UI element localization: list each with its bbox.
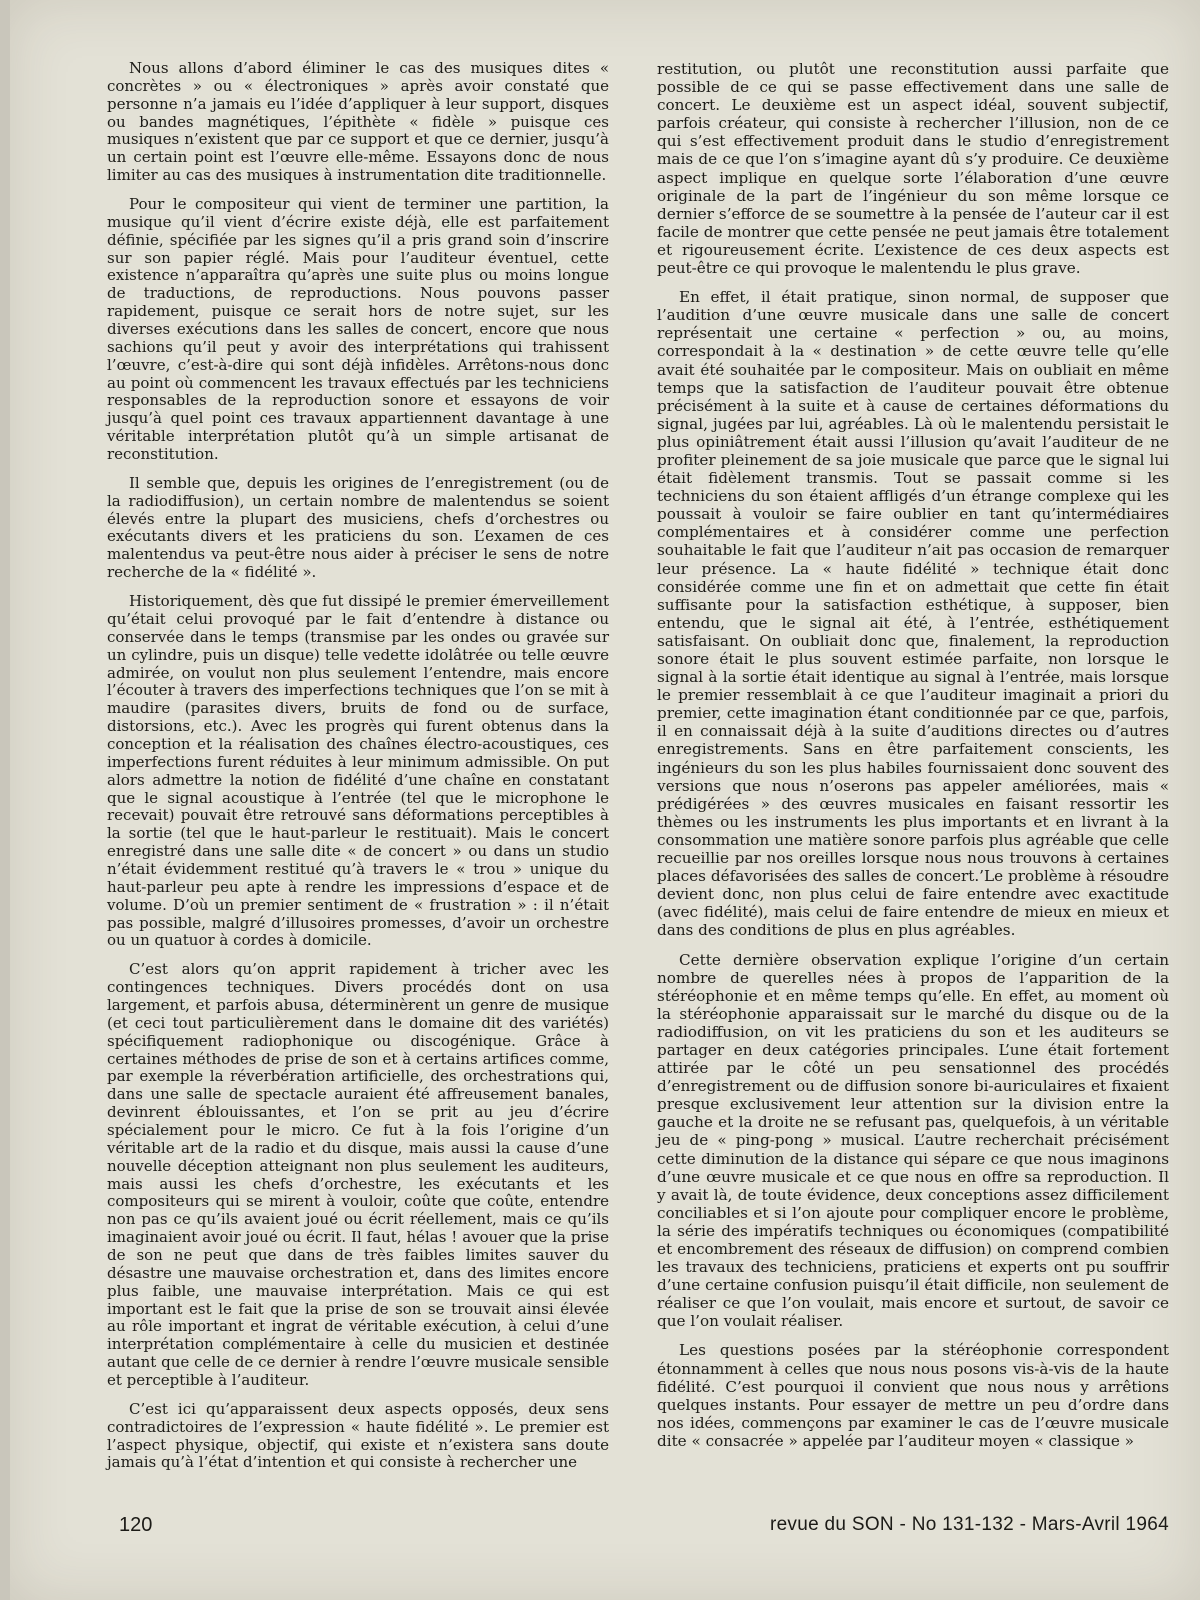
paragraph: Les questions posées par la stéréophonie correspondent étonnamment à celles que nous nous posons vis-à-vis de la haute fidélité. C’est pourquoi il convient que nous nous y arrêtions quelques instants. Pour essayer de mettre un peu d’ordre dans nos idées, commençons par examiner le cas de l’œuvre musicale dite « consacrée » appelée par l’auditeur moyen « classique »	[657, 1341, 1169, 1450]
left-column	[107, 60, 609, 1483]
page-number: 120	[119, 1514, 153, 1536]
magazine-page	[10, 0, 1200, 1600]
running-title: revue du SON - No 131-132 - Mars-Avril 1964	[769, 1514, 1169, 1535]
paragraph: Historiquement, dès que fut dissipé le premier émerveillement qu’était celui provoqué par le fait d’entendre à distance ou conservée dans le temps (transmise par les ondes ou gravée sur un cylindre, puis un disque) telle vedette idolâtrée ou telle œuvre admirée, on voulut non plus seulement l’entendre, mais encore l’écouter à travers des imperfections techniques que l’on se mit à maudire (parasites divers, bruits de fond ou de surface, distorsions, etc.). Avec les progrès qui furent obtenus dans la conception et la réalisation des chaînes électro-acoustiques, ces imperfections furent réduites à leur minimum admissible. On put alors admettre la notion de fidélité d’une chaîne en constatant que le signal acoustique à l’entrée (tel que le microphone le recevait) pouvait être retrouvé sans déformations perceptibles à la sortie (tel que le haut-parleur le restituait). Mais le concert enregistré dans une salle dite « de concert » ou dans un studio n’était évidemment restitué qu’à travers le « trou » unique du haut-parleur peu apte à rendre les impressions d’espace et de volume. D’où un premier sentiment de « frustration » : il n’était pas possible, malgré d’illusoires promesses, d’avoir un orchestre ou un quatuor à cordes à domicile.	[107, 592, 609, 950]
right-column	[657, 60, 1169, 1461]
page-footer	[107, 1514, 1169, 1544]
paragraph: En effet, il était pratique, sinon normal, de supposer que l’audition d’une œuvre musicale dans une salle de concert représentait une certaine « perfection » ou, au moins, correspondait à la « destination » de cette œuvre telle qu’elle avait été souhaitée par le compositeur. Mais on oubliait en même temps que la satisfaction de l’auditeur pouvait être obtenue précisément à la suite et à cause de certaines déformations du signal, jugées par lui, agréables. Là où le malentendu persistait le plus opiniâtrement était aussi l’illusion qu’avait l’auditeur de ne profiter pleinement de sa joie musicale que parce que le signal lui était fidèlement transmis. Tout se passait comme si les techniciens du son étaient affligés d’un étrange complexe qui les poussait à vouloir se faire oublier en tant qu’intermédiaires complémentaires et à considérer comme une perfection souhaitable le fait que l’auditeur n’ait pas occasion de remarquer leur présence. La « haute fidélité » technique était donc considérée comme une fin et on admettait que cette fin était suffisante pour la satisfaction esthétique, à supposer, bien entendu, que le signal ait été, à l’entrée, esthétiquement satisfaisant. On oubliait donc que, finalement, la reproduction sonore était le plus souvent estimée parfaite, non lorsque le signal à la sortie était identique au signal à l’entrée, mais lorsque le premier ressemblait à ce que l’auditeur imaginait a priori du premier, cette imagination étant conditionnée par ce que, parfois, il en connaissait déjà à la suite d’auditions directes ou d’autres enregistrements. Sans en être parfaitement conscients, les ingénieurs du son les plus habiles fournissaient donc souvent des versions que nous n’oserons pas appeler améliorées, mais « prédigérées » des œuvres musicales en faisant ressortir les thèmes ou les instruments les plus importants et en livrant à la consommation une matière sonore parfois plus agréable que celle recueillie par nos oreilles lorsque nous nous trouvons à certaines places défavorisées des salles de concert.’Le problème à résoudre devient donc, non plus celui de faire entendre avec exactitude (avec fidélité), mais celui de faire entendre de mieux en mieux et dans des conditions de plus en plus agréables.	[657, 288, 1169, 940]
paragraph: Nous allons d’abord éliminer le cas des musiques dites « concrètes » ou « électroniques » après avoir constaté que personne n’a jamais eu l’idée d’appliquer à leur support, disques ou bandes magnétiques, l’épithète « fidèle » puisque ces musiques n’existent que par ce support et que ce dernier, jusqu’à un certain point est l’œuvre elle-même. Essayons donc de nous limiter au cas des musiques à instrumentation dite traditionnelle.	[107, 59, 609, 185]
paragraph-continued: restitution, ou plutôt une reconstitution aussi parfaite que possible de ce qui se passe effectivement dans une salle de concert. Le deuxième est un aspect idéal, souvent subjectif, parfois créateur, qui consiste à rechercher l’illusion, non de ce qui s’est effectivement produit dans le studio d’enregistrement mais de ce que l’on s’imagine ayant dû s’y produire. Ce deuxième aspect implique en quelque sorte l’élaboration d’une œuvre originale de la part de l’ingénieur du son même lorsque ce dernier s’efforce de se soumettre à la pensée de l’auteur car il est facile de montrer que cette pensée ne peut jamais être totalement et rigoureusement écrite. L’existence de ces deux aspects est peut-être ce qui provoque le malentendu le plus grave.	[657, 60, 1169, 278]
paragraph: C’est alors qu’on apprit rapidement à tricher avec les contingences techniques. Divers procédés dont on usa largement, et parfois abusa, déterminèrent un genre de musique (et ceci tout particulièrement dans le domaine dit des variétés) spécifiquement radiophonique ou discogénique. Grâce à certaines méthodes de prise de son et à certains artifices comme, par exemple la réverbération artificielle, des orchestrations qui, dans une salle de spectacle auraient été affreusement banales, devinrent éblouissantes, et l’on se prit au jeu d’écrire spécialement pour le micro. Ce fut à la fois l’origine d’un véritable art de la radio et du disque, mais aussi la cause d’une nouvelle déception atteignant non plus seulement les auditeurs, mais aussi les chefs d’orchestre, les exécutants et les compositeurs qui se mirent à vouloir, coûte que coûte, entendre non pas ce qu’ils avaient joué ou écrit réellement, mais ce qu’ils imaginaient avoir joué ou écrit. Il faut, hélas ! avouer que la prise de son ne peut que dans de très faibles limites sauver du désastre une mauvaise orchestration et, dans des limites encore plus faible, une mauvaise interprétation. Mais ce qui est important est le fait que la prise de son se trouvait ainsi élevée au rôle important et ingrat de véritable exécution, à celui d’une interprétation complémentaire à celle du musicien et destinée autant que celle de ce dernier à rendre l’œuvre musicale sensible et perceptible à l’auditeur.	[107, 960, 609, 1390]
paragraph: Pour le compositeur qui vient de terminer une partition, la musique qu’il vient d’écrire existe déjà, elle est parfaitement définie, spécifiée par les signes qu’il a pris grand soin d’inscrire sur son papier réglé. Mais pour l’auditeur éventuel, cette existence n’apparaîtra qu’après une suite plus ou moins longue de traductions, de reproductions. Nous pouvons passer rapidement, puisque ce serait hors de notre sujet, sur les diverses exécutions dans les salles de concert, encore que nous sachions qu’il peut y avoir des interprétations qui trahissent l’œuvre, c’est-à-dire qui sont déjà infidèles. Arrêtons-nous donc au point où commencent les travaux effectués par les techniciens responsables de la reproduction sonore et essayons de voir jusqu’à quel point ces travaux appartiennent davantage à une véritable interprétation plutôt qu’à un simple artisanat de reconstitution.	[107, 195, 609, 464]
paragraph: Cette dernière observation explique l’origine d’un certain nombre de querelles nées à propos de l’apparition de la stéréophonie et en même temps qu’elle. En effet, au moment où la stéréophonie apparaissait sur le marché du disque ou de la radiodiffusion, on vit les praticiens du son et les auditeurs se partager en deux catégories principales. L’une était fortement attirée par le côté un peu sensationnel des procédés d’enregistrement ou de diffusion sonore bi-auriculaires et fixaient presque exclusivement leur attention sur la division entre la gauche et la droite ne se refusant pas, quelquefois, à un véritable jeu de « ping-pong » musical. L’autre recherchait précisément cette diminution de la distance qui sépare ce que nous imaginons d’une œuvre musicale et ce que nous en offre sa reproduction. Il y avait là, de toute évidence, deux conceptions assez difficilement conciliables et si l’on ajoute pour compliquer encore le problème, la série des impératifs techniques ou économiques (compatibilité et encombrement des réseaux de diffusion) on comprend combien les travaux des techniciens, praticiens et experts ont pu souffrir d’une certaine confusion puisqu’il était difficile, non seulement de réaliser ce que l’on voulait, mais encore et surtout, de savoir ce que l’on voulait réaliser.	[657, 950, 1169, 1331]
paragraph: C’est ici qu’apparaissent deux aspects opposés, deux sens contradictoires de l’expression « haute fidélité ». Le premier est l’aspect physique, objectif, qui existe et n’existera sans doute jamais qu’à l’état d’intention et qui consiste à rechercher une	[107, 1399, 609, 1472]
paragraph: Il semble que, depuis les origines de l’enregistrement (ou de la radiodiffusion), un certain nombre de malentendus se soient élevés entre la plupart des musiciens, chefs d’orchestres ou exécutants divers et les praticiens du son. L’examen de ces malentendus va peut-être nous aider à préciser le sens de notre recherche de la « fidélité ».	[107, 473, 609, 582]
